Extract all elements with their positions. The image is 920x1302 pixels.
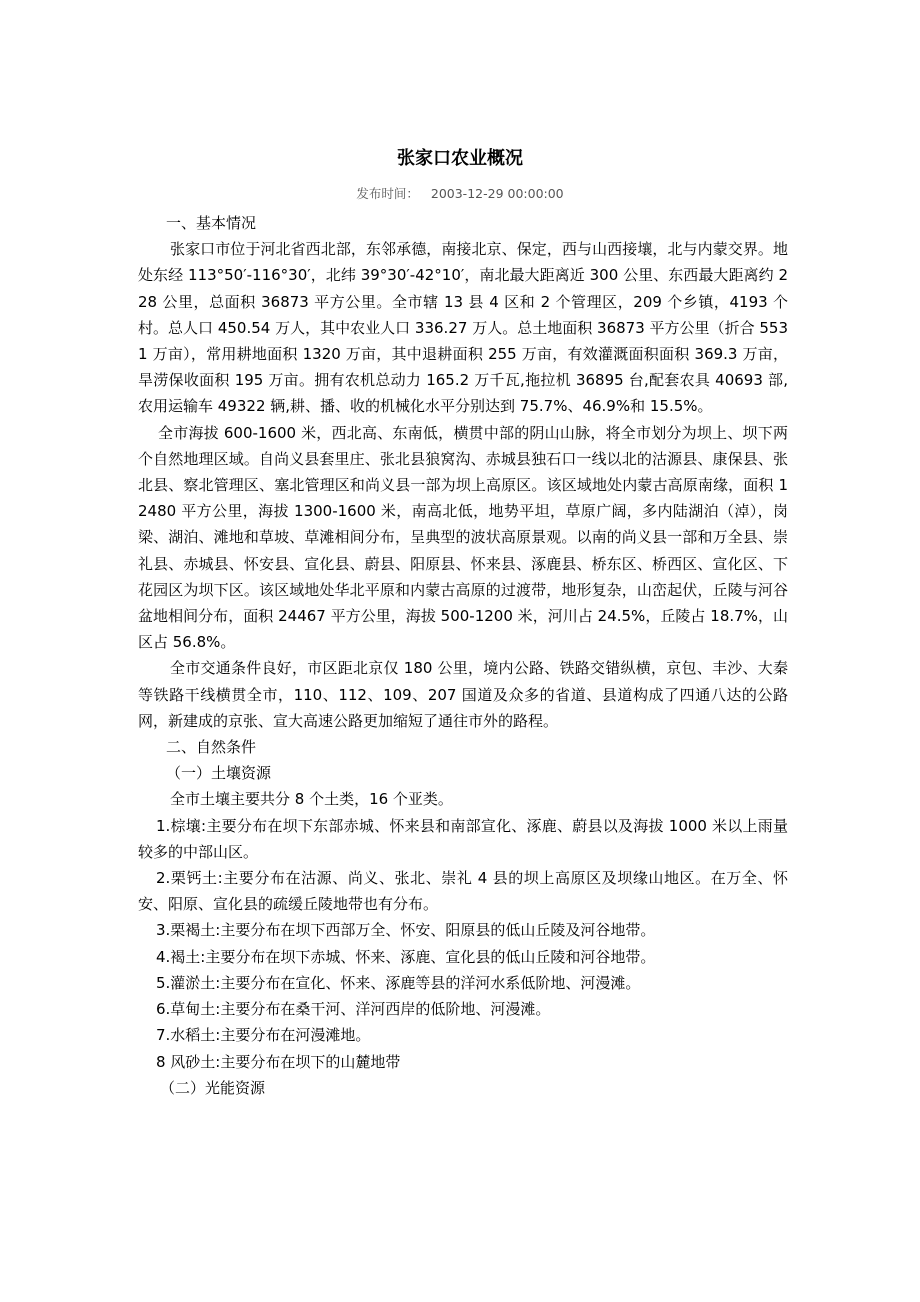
article-body	[138, 210, 788, 1101]
list-item-soil-8: 8 风砂土:主要分布在坝下的山麓地带	[156, 1052, 401, 1071]
paragraph-location: 张家口市位于河北省西北部，东邻承德，南接北京、保定，西与山西接壤，北与内蒙交界。地处东经 113°50′-116°30′，北纬 39°30′-42°10′，南北最大距离近 300 公里、东西最大距离约 228 公里，总面积 36873 平方公里。全市辖 13 县 4 区和 2 个管理区，209 个乡镇，4193 个村。总人口 450.54 万人，其中农业人口 336.27 万人。总土地面积 36873 平方公里（折合 5531 万亩），常用耕地面积 1320 万亩，其中退耕面积 255 万亩，有效灌溉面积面积 369.3 万亩，旱涝保收面积 195 万亩。拥有农机总动力 165.2 万千瓦,拖拉机 36895 台,配套农具 40693 部,农用运输车 49322 辆,耕、播、收的机械化水平分别达到 75.7%、46.9%和 15.5%。	[138, 240, 788, 416]
paragraph-transport: 全市交通条件良好，市区距北京仅 180 公里，境内公路、铁路交错纵横，京包、丰沙、大秦等铁路干线横贯全市，110、112、109、207 国道及众多的省道、县道构成了四通八达的公路网，新建成的京张、宣大高速公路更加缩短了通往市外的路程。	[138, 659, 788, 730]
section-heading-basic: 一、基本情况	[166, 214, 257, 232]
page-title: 张家口农业概况	[397, 148, 523, 169]
publish-time-label: 发布时间：	[356, 186, 419, 201]
paragraph-soil-summary: 全市土壤主要共分 8 个土类，16 个亚类。	[170, 790, 453, 809]
list-item-soil-3: 3.栗褐土:主要分布在坝下西部万全、怀安、阳原县的低山丘陵及河谷地带。	[156, 921, 656, 940]
list-item-soil-1: 1.棕壤:主要分布在坝下东部赤城、怀来县和南部宣化、涿鹿、蔚县以及海拔 1000 米以上雨量较多的中部山区。	[138, 816, 788, 861]
subsection-heading-light: （二）光能资源	[160, 1078, 266, 1097]
paragraph-terrain: 全市海拔 600-1600 米，西北高、东南低，横贯中部的阴山山脉，将全市划分为坝上、坝下两个自然地理区域。自尚义县套里庄、张北县狼窝沟、赤城县独石口一线以北的沽源县、康保县、张北县、察北管理区、塞北管理区和尚义县一部为坝上高原区。该区域地处内蒙古高原南缘，面积 12480 平方公里，海拔 1300-1600 米，南高北低，地势平坦，草原广阔，多内陆湖泊（淖），岗梁、湖泊、滩地和草坡、草滩相间分布，呈典型的波状高原景观。以南的尚义县一部和万全县、崇礼县、赤城县、怀安县、宣化县、蔚县、阳原县、怀来县、涿鹿县、桥东区、桥西区、宣化区、下花园区为坝下区。该区域地处华北平原和内蒙古高原的过渡带，地形复杂，山峦起伏，丘陵与河谷盆地相间分布，面积 24467 平方公里，海拔 500-1200 米，河川占 24.5%，丘陵占 18.7%，山区占 56.8%。	[138, 423, 788, 652]
section-heading-natural: 二、自然条件	[166, 738, 257, 757]
list-item-soil-4: 4.褐土:主要分布在坝下赤城、怀来、涿鹿、宣化县的低山丘陵和河谷地带。	[156, 947, 656, 966]
list-item-soil-7: 7.水稻土:主要分布在河漫滩地。	[156, 1026, 371, 1045]
list-item-soil-5: 5.灌淤土:主要分布在宣化、怀来、涿鹿等县的洋河水系低阶地、河漫滩。	[156, 973, 641, 992]
publish-time-line	[0, 185, 920, 203]
list-item-soil-6: 6.草甸土:主要分布在桑干河、洋河西岸的低阶地、河漫滩。	[156, 1000, 551, 1019]
list-item-soil-2: 2.栗钙土:主要分布在沽源、尚义、张北、崇礼 4 县的坝上高原区及坝缘山地区。在万全、怀安、阳原、宣化县的疏缓丘陵地带也有分布。	[138, 869, 788, 914]
subsection-heading-soil: （一）土壤资源	[166, 764, 272, 783]
publish-time-value: 2003-12-29 00:00:00	[430, 186, 564, 201]
